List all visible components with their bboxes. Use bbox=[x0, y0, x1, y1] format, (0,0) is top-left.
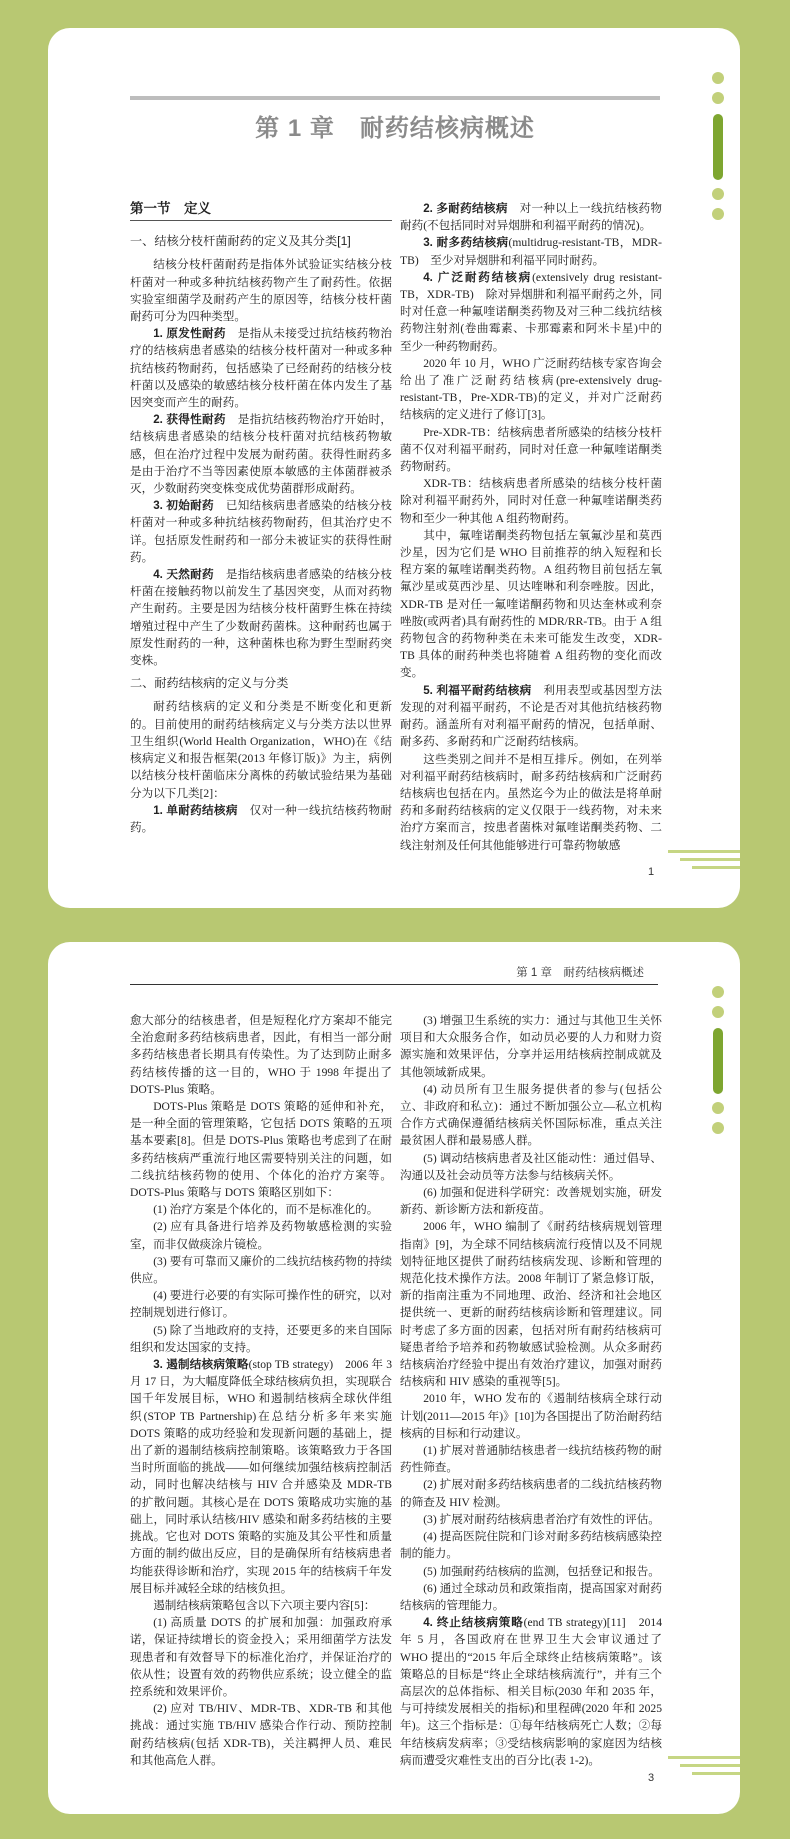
paragraph bbox=[130, 1322, 392, 1356]
paragraph-text: 是指抗结核药物治疗开始时，结核病患者感染的结核分枝杆菌对抗结核药物敏感，但在治疗过程中发展为耐药菌。获得性耐药多是由于治疗不当等因素使原本敏感的主体菌群被杀灭，少数耐药突变株变成优势菌群形成耐药。 bbox=[130, 413, 392, 496]
paragraph-text: 愈大部分的结核患者，但是短程化疗方案却不能完全治愈耐多药结核病患者，因此，有相当一部分耐多药结核患者长期具有传染性。为了达到防止耐多药结核传播的这一目的，WHO 于 1998 年提出了 DOTS-Plus 策略。 bbox=[130, 1014, 392, 1096]
running-head-rule bbox=[130, 984, 658, 985]
paragraph bbox=[400, 1563, 662, 1580]
paragraph bbox=[400, 1580, 662, 1614]
paragraph-text: 遏制结核病策略包含以下六项主要内容[5]： bbox=[153, 1598, 376, 1612]
paragraph-text: (5) 调动结核病患者及社区能动性：通过倡导、沟通以及社会动员等方法参与结核病关怀。 bbox=[400, 1151, 662, 1182]
paragraph-text: (2) 应对 TB/HIV、MDR-TB、XDR-TB 和其他挑战：通过实施 TB/HIV 感染合作行动、预防控制耐药结核病(包括 XDR-TB)，关注羁押人员、难民和其他高危人群。 bbox=[130, 1702, 392, 1767]
paragraph bbox=[400, 1184, 662, 1218]
paragraph-text: 结核分枝杆菌耐药是指体外试验证实结核分枝杆菌对一种或多种抗结核药物产生了耐药性。依据实验室细菌学及耐药产生的原因等，结核分枝杆菌耐药可分为四种类型。 bbox=[130, 258, 392, 324]
paragraph-lead: 1. 原发性耐药 bbox=[153, 327, 226, 341]
decor-dot bbox=[712, 1102, 724, 1114]
paragraph-text: (extensively drug resistant-TB，XDR-TB) 除对异烟肼和利福平耐药之外，同时对任意一种氟喹诺酮类药物及对三种二线抗结核药物注射剂(卷曲霉素、卡那霉素和阿米卡星)中的至少一种药物耐药。 bbox=[400, 270, 662, 353]
paragraph-text: 已知结核病患者感染的结核分枝杆菌对一种或多种抗结核药物耐药，但其治疗史不详。包括原发性耐药和一部分未被证实的获得性耐药。 bbox=[130, 499, 392, 564]
paragraph bbox=[400, 424, 662, 476]
paragraph bbox=[400, 1218, 662, 1390]
paragraph bbox=[130, 802, 392, 836]
paragraph-text: (4) 动员所有卫生服务提供者的参与(包括公立、非政府和私立)：通过不断加强公立—私立机构合作方式确保遵循结核病关怀国际标准，重点关注最贫困人群和最易感人群。 bbox=[400, 1082, 662, 1148]
chapter-title: 第 1 章 耐药结核病概述 bbox=[255, 115, 535, 142]
decor-dot bbox=[712, 208, 724, 220]
paragraph-lead: 3. 遏制结核病策略 bbox=[153, 1358, 249, 1372]
paragraph bbox=[400, 1442, 662, 1476]
paragraph-text: 是指从未接受过抗结核药物治疗的结核病患者感染的结核分枝杆菌对一种或多种抗结核药物耐药，包括感染了已经耐药的结核分枝杆菌以及感染的敏感结核分枝杆菌在体内发生了基因突变而产生的耐药。 bbox=[130, 327, 392, 410]
paragraph-lead: 5. 利福平耐药结核病 bbox=[423, 683, 532, 697]
paragraph-text: (1) 治疗方案是个体化的，而不是标准化的。 bbox=[153, 1203, 379, 1217]
paragraph bbox=[130, 1700, 392, 1769]
paragraph bbox=[130, 1218, 392, 1252]
decor-stripes bbox=[668, 1756, 740, 1780]
paragraph-text: (end TB strategy)[11] 2014 年 5 月，各国政府在世界卫生大会审议通过了 WHO 提出的“2015 年后全球终止结核病策略”。该策略总的目标是“终止全球结核病流行”，并有三个高层次的总体指标、相关目标(2030 年和 2035 年，与可持续发展相关的指标)和里程碑(2020 年和 2025 年)。这三个指标是：①每年结核病死亡人数；②每年结核病发病率；③受结核病影响的家庭因为结核病而遭受灾难性支出的百分比(表 1-2)。 bbox=[400, 1616, 662, 1767]
paragraph bbox=[400, 200, 662, 234]
paragraph bbox=[130, 698, 392, 801]
paragraph-lead: 3. 耐多药结核病 bbox=[423, 236, 509, 250]
paragraph-text: (3) 要有可靠而又廉价的二线抗结核药物的持续供应。 bbox=[130, 1254, 392, 1286]
page2-right-column bbox=[400, 1012, 662, 1769]
paragraph bbox=[400, 1528, 662, 1562]
paragraph bbox=[400, 269, 662, 355]
paragraph-text: DOTS-Plus 策略是 DOTS 策略的延伸和补充，是一种全面的管理策略，它包括 DOTS 策略的五项基本要素[8]。但是 DOTS-Plus 策略也考虑到了在耐多药结核病严重流行地区需要特别关注的问题，如二线抗结核药物的使用、个体化的治疗方案等。DOTS-Plus 策略与 DOTS 策略区别如下： bbox=[130, 1100, 392, 1200]
paragraph bbox=[130, 1356, 392, 1597]
paragraph-text: 仅对一种一线抗结核药物耐药。 bbox=[130, 803, 392, 834]
subsection-heading: 二、耐药结核病的定义与分类 bbox=[130, 676, 289, 691]
paragraph-text: (multidrug-resistant-TB，MDR-TB) 至少对异烟肼和利福平同时耐药。 bbox=[400, 236, 663, 267]
paragraph bbox=[400, 682, 662, 751]
page1-right-column bbox=[400, 200, 662, 854]
paragraph-text: 2020 年 10 月，WHO 广泛耐药结核专家咨询会给出了准广泛耐药结核病(pre-extensively drug-resistant-TB，Pre-XDR-TB)的定义，并对广泛耐药结核病的定义进行了修订[3]。 bbox=[400, 356, 662, 422]
paragraph bbox=[130, 1012, 392, 1098]
decor-dot bbox=[712, 72, 724, 84]
paragraph-text: (2) 应有具备进行培养及药物敏感检测的实验室，而非仅做痰涂片镜检。 bbox=[130, 1220, 392, 1251]
paragraph-lead: 3. 初始耐药 bbox=[153, 499, 214, 513]
paragraph bbox=[400, 1476, 662, 1510]
document-page-3 bbox=[48, 942, 740, 1814]
decor-dot bbox=[712, 188, 724, 200]
paragraph bbox=[130, 1253, 392, 1287]
paragraph bbox=[130, 411, 392, 497]
paragraph-text: XDR-TB：结核病患者所感染的结核分枝杆菌除对利福平耐药外，同时对任意一种氟喹诺酮类药物和至少一种其他 A 组药物耐药。 bbox=[400, 477, 662, 525]
decor-stripes bbox=[668, 850, 740, 874]
paragraph-text: 耐药结核病的定义和分类是不断变化和更新的。目前使用的耐药结核病定义与分类方法以世界卫生组织(World Health Organization，WHO)在《结核病定义和报告框架(2013 年修订版)》为主，病例以结核分枝杆菌临床分离株的药敏试验结果为基础分为以下几类[2]： bbox=[130, 700, 392, 800]
paragraph-lead: 1. 单耐药结核病 bbox=[153, 803, 238, 817]
page-number: 1 bbox=[648, 866, 655, 878]
paragraph bbox=[130, 1098, 392, 1201]
page1-left-column bbox=[130, 200, 392, 836]
paragraph bbox=[400, 1511, 662, 1528]
page-decoration bbox=[680, 28, 740, 908]
decor-dot bbox=[712, 1006, 724, 1018]
paragraph-text: (3) 扩展对耐药结核病患者治疗有效性的评估。 bbox=[423, 1512, 660, 1526]
paragraph-text: 其中，氟喹诺酮类药物包括左氧氟沙星和莫西沙星，因为它们是 WHO 目前推荐的纳入短程和长程方案的氟喹诺酮类药物。A 组药物目前包括左氧氟沙星或莫西沙星、贝达喹啉和利奈唑胺。因此，XDR-TB 是对任一氟喹诺酮药物和贝达奎林或利奈唑胺(或两者)具有耐药性的 MDR/RR-TB。由于 A 组药物包含的药物种类在未来可能发生改变，XDR-TB 具体的耐药种类也将随着 A 组药物的变化而改变。 bbox=[400, 528, 662, 680]
paragraph bbox=[130, 497, 392, 566]
decor-dot bbox=[712, 92, 724, 104]
page2-right-content bbox=[400, 1012, 662, 1769]
paragraph-lead: 4. 天然耐药 bbox=[153, 568, 214, 582]
page1-left-content bbox=[130, 233, 392, 836]
paragraph bbox=[400, 234, 662, 268]
paragraph-text: (6) 通过全球动员和政策指南，提高国家对耐药结核病的管理能力。 bbox=[400, 1581, 662, 1612]
paragraph-text: (3) 增强卫生系统的实力：通过与其他卫生关怀项目和大众服务合作，如动员必要的人力和财力资源实施和效果评估，分享并运用结核病控制成就及其他领域新成果。 bbox=[400, 1014, 662, 1079]
decor-bar bbox=[713, 114, 723, 180]
paragraph-text: (1) 扩展对普通肺结核患者一线抗结核药物的耐药性筛查。 bbox=[400, 1444, 662, 1475]
chapter-title-rule bbox=[130, 96, 660, 100]
paragraph bbox=[130, 1201, 392, 1218]
paragraph bbox=[400, 1150, 662, 1184]
paragraph-text: (4) 提高医院住院和门诊对耐多药结核病感染控制的能力。 bbox=[400, 1530, 662, 1561]
page2-left-column bbox=[130, 1012, 392, 1769]
page-decoration bbox=[680, 942, 740, 1814]
paragraph-text: (6) 加强和促进科学研究：改善规划实施，研发新药、新诊断方法和新疫苗。 bbox=[400, 1186, 662, 1217]
paragraph bbox=[130, 1614, 392, 1700]
paragraph-text: 对一种以上一线抗结核药物耐药(不包括同时对异烟肼和利福平耐药的情况)。 bbox=[400, 202, 662, 233]
paragraph-text: (2) 扩展对耐多药结核病患者的二线抗结核药物的筛查及 HIV 检测。 bbox=[400, 1478, 662, 1509]
paragraph-text: (stop TB strategy) 2006 年 3 月 17 日，为大幅度降低全球结核病负担，实现联合国千年发展目标，WHO 和遏制结核病全球伙伴组织(STOP TB Partnership)在总结分析多年来实施 DOTS 策略的成功经验和发现新问题的基础上，提出了新的遏制结核病控制策略。该策略致力于各国当时所面临的挑战——如何继续加强结核病控制活动，同时也解决结核与 HIV 合并感染及 MDR-TB 的扩散问题。其核心是在 DOTS 策略成功实施的基础上，同时承认结核/HIV 感染和耐多药结核的主要挑战。它也对 DOTS 策略的实施及其公平性和质量方面的制约做出反应，目的是确保所有结核病患者均能获得诊断和治疗，实现 2015 年的结核病千年发展目标并减轻全球的结核负担。 bbox=[130, 1358, 392, 1595]
decor-dot bbox=[712, 986, 724, 998]
paragraph-lead: 4. 广泛耐药结核病 bbox=[423, 270, 533, 284]
paragraph-text: 是指结核病患者感染的结核分枝杆菌在接触药物以前发生了基因突变，从而对药物产生耐药。主要是因为结核分枝杆菌野生株在持续增殖过程中产生了少数耐药菌株。这种耐药也属于原发性耐药的一种，这种菌株也称为野生型耐药突变株。 bbox=[130, 568, 392, 668]
paragraph-text: (5) 加强耐药结核病的监测，包括登记和报告。 bbox=[423, 1564, 660, 1578]
paragraph bbox=[400, 527, 662, 682]
page-number: 3 bbox=[648, 1772, 655, 1784]
paragraph bbox=[400, 1614, 662, 1769]
paragraph bbox=[130, 1597, 392, 1614]
paragraph bbox=[130, 256, 392, 325]
page2-left-content bbox=[130, 1012, 392, 1769]
paragraph-text: Pre-XDR-TB：结核病患者所感染的结核分枝杆菌不仅对利福平耐药，同时对任意一种氟喹诺酮类药物耐药。 bbox=[400, 425, 662, 474]
paragraph-text: (5) 除了当地政府的支持，还要更多的来自国际组织和发达国家的支持。 bbox=[130, 1323, 392, 1354]
paragraph bbox=[400, 1081, 662, 1150]
paragraph bbox=[130, 325, 392, 411]
paragraph bbox=[130, 566, 392, 669]
paragraph-text: 2006 年，WHO 编制了《耐药结核病规划管理指南》[9]，为全球不同结核病流行疫情以及不同规划特征地区提供了耐药结核病发现、诊断和管理的规范化技术操作方法。2008 年制订了紧急修订版，新的指南注重为不同地理、政治、经济和社会地区提供统一、更新的耐药结核病诊断和管理建议。同时考虑了多方面的因素，包括对所有耐药结核病可疑患者给予培养和药物敏感试验检测。从众多耐药结核病治疗经验中提出有效治疗建议，加强对耐药结核病和 HIV 感染的重视等[5]。 bbox=[400, 1220, 662, 1389]
document-page-1 bbox=[48, 28, 740, 908]
paragraph-text: 这些类别之间并不是相互排斥。例如，在列举对利福平耐药结核病时，耐多药结核病和广泛耐药结核病也包括在内。虽然迄今为止的做法是将单耐药和多耐药结核病的定义仅限于一线药物，对未来治疗方案而言，按患者菌株对氟喹诺酮类药物、二线注射剂及任何其他能够进行可靠药物敏感 bbox=[400, 752, 662, 852]
paragraph-lead: 2. 多耐药结核病 bbox=[423, 202, 508, 215]
paragraph-text: 2010 年，WHO 发布的《遏制结核病全球行动计划(2011—2015 年)》[10]为各国提出了防治耐药结核病的目标和行动建议。 bbox=[400, 1392, 662, 1440]
decor-dot bbox=[712, 1122, 724, 1134]
paragraph bbox=[400, 1012, 662, 1081]
paragraph-text: (1) 高质量 DOTS 的扩展和加强：加强政府承诺，保证持续增长的资金投入；采用细菌学方法发现患者和有效督导下的标准化治疗，并保证治疗的依从性；设置有效的药物供应系统；设立健全的监控系统和效果评价。 bbox=[130, 1616, 392, 1698]
decor-bar bbox=[713, 1028, 723, 1094]
page1-right-content bbox=[400, 200, 662, 854]
paragraph bbox=[400, 751, 662, 854]
paragraph-text: (4) 要进行必要的有实际可操作性的研究，以对控制规划进行修订。 bbox=[130, 1289, 392, 1320]
paragraph bbox=[400, 355, 662, 424]
paragraph-lead: 4. 终止结核病策略 bbox=[423, 1616, 524, 1630]
subsection-heading: 一、结核分枝杆菌耐药的定义及其分类[1] bbox=[130, 234, 351, 249]
paragraph bbox=[400, 475, 662, 527]
section-title: 第一节 定义 bbox=[130, 200, 392, 221]
paragraph bbox=[400, 1390, 662, 1442]
paragraph-lead: 2. 获得性耐药 bbox=[153, 413, 226, 427]
paragraph bbox=[130, 1287, 392, 1321]
paragraph-text: 利用表型或基因型方法发现的对利福平耐药，不论是否对其他抗结核药物耐药。涵盖所有对利福平耐药的情况，包括单耐、耐多药、多耐药和广泛耐药结核病。 bbox=[400, 683, 662, 749]
running-head: 第 1 章 耐药结核病概述 bbox=[516, 967, 644, 979]
